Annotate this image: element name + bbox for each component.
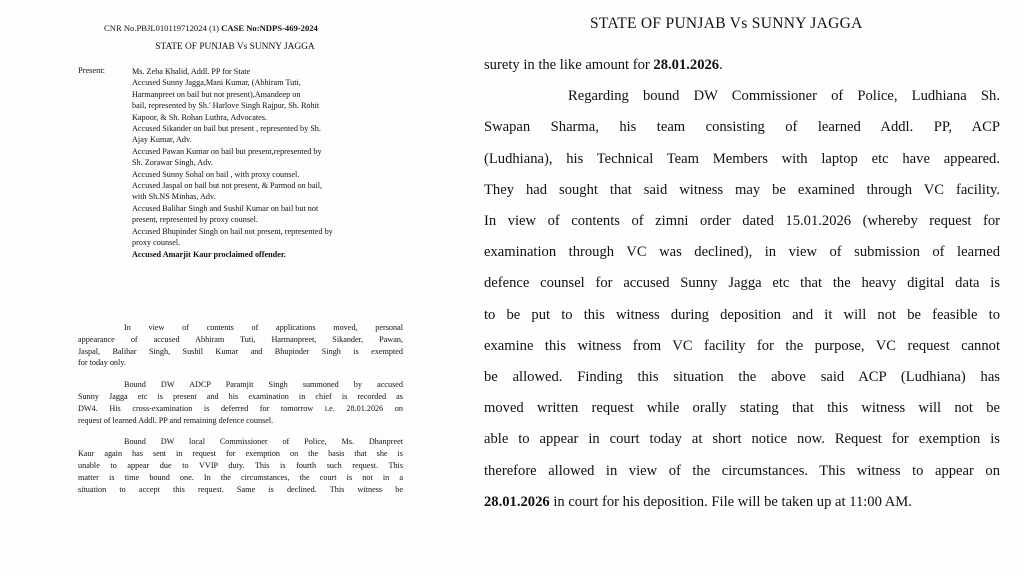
present-line: Harmanpreet on bail but not present),Amandeep on [132,89,301,99]
deposition-date: 28.01.2026 [484,493,550,510]
present-line: Ms. Zeba Khalid, Addl. PP for State [132,67,251,76]
present-line: Accused Balihar Singh and Sushil Kumar on bail but not [132,203,319,213]
present-line: Ajay Kumar, Adv. [132,135,192,145]
left-order-body [78,322,403,505]
text-line: request of learned Addl. PP and remaining defence counsel. [78,415,274,425]
text-line: examination through VC was declined), in view of submission of learned [484,244,1000,261]
text-line: Jaspal, Balihar Singh, Sushil Kumar and Bhupinder Singh is exempted [78,346,403,356]
text-line: Bound DW local Commissioner of Police, Ms. Dhanpreet [124,437,403,447]
present-line: present, represented by proxy counsel. [132,215,258,225]
surety-date: 28.01.2026 [653,57,720,73]
case-header [104,23,318,33]
surety-line [484,50,1000,81]
proclaimed-offender-line: Accused Amarjit Kaur proclaimed offender. [132,249,286,259]
text-line: Swapan Sharma, his team consisting of learned Addl. PP, ACP [484,119,1000,136]
present-line: with Sh.NS Minhas, Adv. [132,192,216,202]
text-line: matter is time bound one. In the circumstances, the court is not in a [78,472,403,482]
text-line: They had sought that said witness may be examined through VC facility. [484,181,1000,198]
commissioner-paragraph [78,436,403,495]
adcp-paragraph [78,379,403,426]
exemption-paragraph [78,322,403,369]
text-line: therefore allowed in view of the circumstances. This witness to appear on [484,462,1000,479]
text-line: to be put to this witness during deposition and it will not be feasible to [484,306,1000,323]
present-line: Sh. Zorawar Singh, Adv. [132,158,213,168]
present-line: Accused Bhupinder Singh on bail not present, represented by [132,226,333,236]
text-line: In view of contents of zimni order dated 15.01.2026 (whereby request for [484,213,1000,230]
text-line: for today only. [78,358,126,368]
text-line: Kaur again has sent in request for exemption on the basis that she is [78,449,403,459]
present-line: Accused Sikander on bail but present , represented by Sh. [132,124,321,134]
present-line: Accused Pawan Kumar on bail but present,represented by [132,146,322,156]
text-line: defence counsel for accused Sunny Jagga etc that the heavy digital data is [484,275,1000,292]
left-case-title: STATE OF PUNJAB Vs SUNNY JAGGA [155,42,315,52]
text-line: be allowed. Finding this situation the above said ACP (Ludhiana) has [484,369,1000,386]
present-line: Accused Sunny Jagga,Mani Kumar, (Abhiram Tuti, [132,78,301,88]
present-line: Accused Sunny Sohal on bail , with proxy counsel. [132,169,300,179]
present-line: bail, represented by Sh.' Harlove Singh Rajpur, Sh. Rohit [132,101,320,111]
text-line: appearance of accused Abhiram Tuti, Harmanpreet, Sikander, Pawan, [78,334,403,344]
text-line: examine this witness from VC facility for the purpose, VC request cannot [484,337,1000,354]
text-line: Bound DW ADCP Paramjit Singh summoned by accused [124,380,403,390]
text-line: DW4. His cross-examination is deferred for tomorrow i.e. 28.01.2026 on [78,403,403,413]
text-line: Regarding bound DW Commissioner of Police, Ludhiana Sh. [568,88,1000,105]
text-line: Sunny Jagga etc is present and his examination in chief is recorded as [78,391,403,401]
text-line: unable to appear due to VVIP duty. This is fourth such request. This [78,460,403,470]
present-list [132,66,402,260]
text-line: able to appear in court today at short notice now. Request for exemption is [484,431,1000,448]
present-line: Accused Jaspal on bail but not present, & Parmod on bail, [132,181,323,191]
text-line: In view of contents of applications moved, personal [124,323,403,332]
surety-text: surety in the like amount for [484,57,654,73]
deposition-line [484,487,1000,518]
right-order-body [484,50,1000,518]
present-line: Kapoor, & Sh. Rohan Luthra, Advocates. [132,112,267,122]
left-page [0,0,470,576]
surety-period: . [719,57,723,73]
present-label: Present: [78,66,105,75]
text-line: (Ludhiana), his Technical Team Members with laptop etc have appeared. [484,150,1000,167]
case-number: CASE No:NDPS-469-2024 [221,23,318,33]
right-case-title: STATE OF PUNJAB Vs SUNNY JAGGA [590,15,863,32]
cnr-number: CNR No.PBJL010119712024 (1) [104,23,219,33]
present-line: proxy counsel. [132,238,181,248]
text-line: moved written request while orally stating that this witness will not be [484,400,1000,417]
deposition-text: in court for his deposition. File will be taken up at 11:00 AM. [549,493,912,510]
text-line: situation to accept this request. Same is declined. This witness be [78,484,403,494]
